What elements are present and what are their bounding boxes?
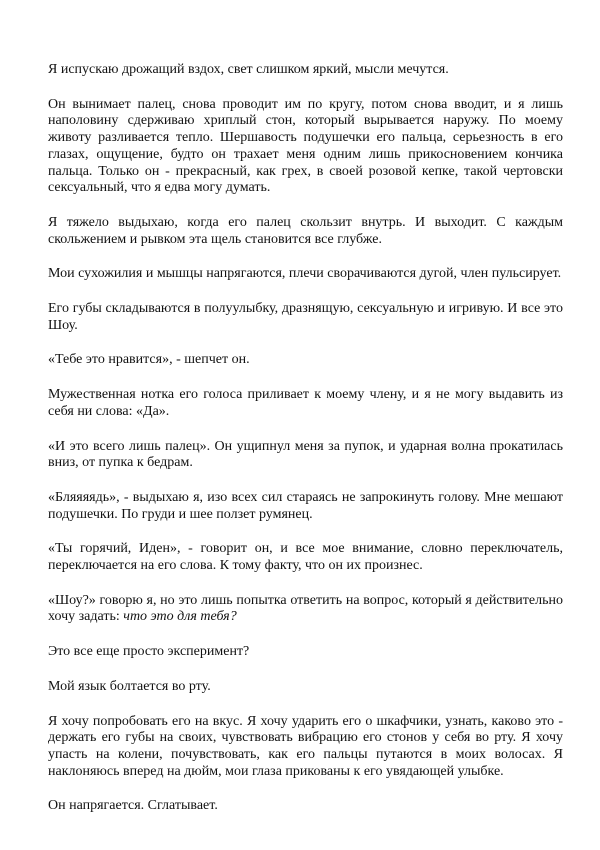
paragraph-13: Мой язык болтается во рту. [48,678,211,694]
paragraph-14: Я хочу попробовать его на вкус. Я хочу ударить его о шкафчики, узнать, каково это - держать его губы на своих, чувствовать вибрацию его стонов у себя во рту. Я хочу упасть на колени, почувствовать, как его пальцы путаются в моих волосах. Я наклоняюсь вперед на дюйм, мои глаза прикованы к его увядающей улыбке. [48,713,563,779]
paragraph-10: «Ты горячий, Иден», - говорит он, и все мое внимание, словно переключатель, переключается на его слова. К тому факту, что он их произнес. [48,541,563,574]
paragraph-7: Мужественная нотка его голоса приливает к моему члену, и я не могу выдавить из себя ни слова: «Да». [48,387,563,419]
paragraph-12: Это все еще просто эксперимент? [48,644,250,660]
paragraph-15: Он напрягается. Сглатывает. [48,798,218,814]
paragraph-2: Он вынимает палец, снова проводит им по кругу, потом снова вводит, и я лишь наполовину сдерживаю хриплый стон, который вырывается наружу. По моему животу разливается тепло. Шершавость подушечки его пальца, серьезность в его глазах, ощущение, будто он трахает меня одним лишь прикосновением кончика пальца. Только он - прекрасный, как грех, в своей розовой кепке, такой чертовски сексуальный, что я едва могу думать. [48,96,563,196]
paragraph-8: «И это всего лишь палец». Он ущипнул меня за пупок, и ударная волна прокатилась вниз, от пупка к бедрам. [48,438,563,471]
paragraph-11-text: «Шоу?» говорю я, но это лишь попытка ответить на вопрос, который я действительно хочу задать: [48,592,563,625]
paragraph-5: Его губы складываются в полуулыбку, дразнящую, сексуальную и игривую. И все это Шоу. [48,301,563,333]
paragraph-4: Мои сухожилия и мышцы напрягаются, плечи сворачиваются дугой, член пульсирует. [48,266,562,282]
paragraph-11-italic: что это для тебя? [123,609,237,625]
paragraph-9: «Бляяяядь», - выдыхаю я, изо всех сил стараясь не запрокинуть голову. Мне мешают подушечки. По груди и шее ползет румянец. [48,489,563,522]
paragraph-6: «Тебе это нравится», - шепчет он. [48,352,250,368]
paragraph-11 [48,593,563,626]
paragraph-3: Я тяжело выдыхаю, когда его палец скользит внутрь. И выходит. С каждым скольжением и рывком эта щель становится все глубже. [48,214,563,247]
paragraph-1: Я испускаю дрожащий вздох, свет слишком яркий, мысли мечутся. [48,62,449,77]
